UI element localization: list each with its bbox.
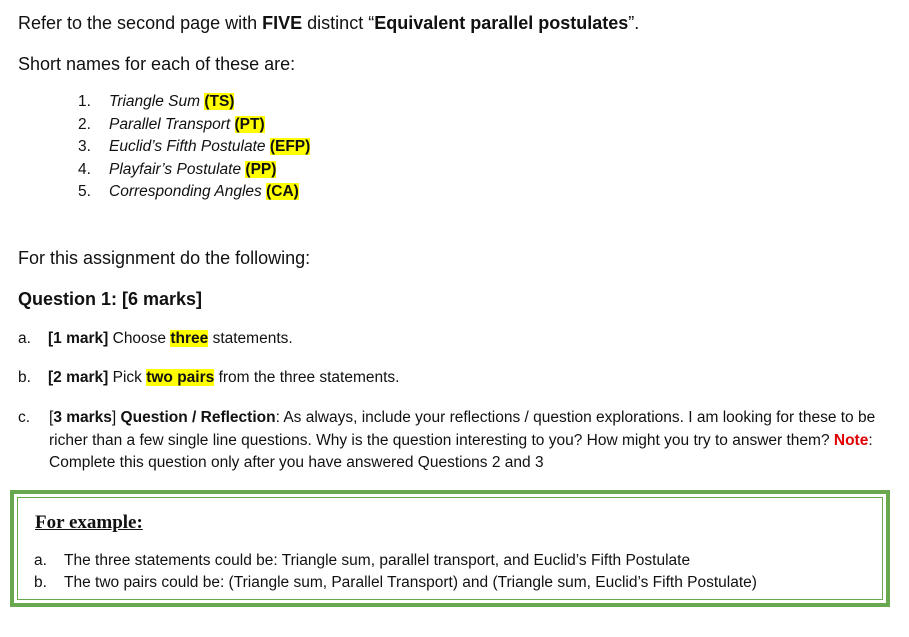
item-text: : As always, include your reflections / question explorations. I am looking for these to be richer than a few single line questions. Why is the question interesting to you? How might you try to answer them? [49, 409, 876, 449]
question-item-a [18, 330, 293, 348]
item-marks: [2 mark] [48, 369, 109, 386]
intro-line [18, 13, 639, 34]
item-label: a. [34, 552, 47, 569]
item-text: Pick [108, 369, 147, 386]
question-item-c [18, 407, 888, 471]
example-box [10, 490, 890, 607]
item-label: c. [18, 409, 31, 426]
item-text: The three statements could be: Triangle sum, parallel transport, and Euclid’s Fifth Postulate [64, 552, 691, 569]
list-item [78, 161, 310, 184]
item-text: ] [111, 409, 121, 426]
item-label: a. [18, 330, 31, 347]
question-item-b [18, 369, 400, 387]
item-highlight: three [170, 330, 209, 347]
postulate-abbr: (PP) [245, 160, 277, 178]
item-text: from the three statements. [214, 369, 400, 386]
item-label: b. [34, 574, 47, 591]
item-text: [ [49, 409, 54, 426]
list-item [78, 116, 310, 139]
list-item [34, 574, 757, 592]
item-text: Choose [108, 330, 171, 347]
postulate-abbr: (PT) [234, 115, 265, 133]
question-title: Question 1: [6 marks] [18, 289, 203, 309]
postulate-name: Playfair’s Postulate [109, 160, 242, 178]
reflection-title: Question / Reflection [120, 409, 276, 426]
item-label: b. [18, 369, 31, 386]
list-number: 5. [78, 183, 91, 201]
postulate-abbr: (CA) [266, 183, 299, 201]
list-item [78, 183, 310, 206]
item-marks: 3 marks [53, 409, 112, 426]
list-number: 3. [78, 138, 91, 156]
list-item [34, 552, 690, 570]
postulate-name: Parallel Transport [109, 115, 231, 133]
postulate-name: Euclid’s Fifth Postulate [109, 138, 266, 156]
postulate-name: Corresponding Angles [109, 183, 262, 201]
example-box-inner [17, 497, 883, 600]
intro-suffix: ”. [628, 13, 640, 33]
assignment-heading: For this assignment do the following: [18, 248, 311, 268]
item-text: statements. [208, 330, 293, 347]
intro-middle: distinct “ [302, 13, 375, 33]
postulate-name: Triangle Sum [109, 93, 201, 110]
item-marks: [1 mark] [48, 330, 109, 347]
list-item [78, 93, 310, 116]
list-item [78, 138, 310, 161]
note-label: Note [833, 431, 869, 449]
item-body [49, 407, 889, 475]
list-number: 2. [78, 115, 91, 133]
intro-five: FIVE [262, 13, 303, 33]
list-number: 4. [78, 160, 91, 178]
intro-prefix: Refer to the second page with [18, 13, 263, 33]
example-title: For example: [35, 512, 143, 533]
short-names-heading: Short names for each of these are: [18, 54, 296, 74]
item-text: The two pairs could be: (Triangle sum, Parallel Transport) and (Triangle sum, Euclid’s Fifth Postulate) [64, 574, 757, 591]
intro-title: Equivalent parallel postulates [374, 13, 629, 33]
postulate-list [78, 93, 310, 206]
list-number: 1. [78, 93, 91, 110]
item-highlight: two pairs [146, 369, 215, 386]
postulate-abbr: (TS) [204, 93, 235, 110]
postulate-abbr: (EFP) [269, 138, 311, 156]
item-text: : Complete this question only after you have answered Questions 2 and 3 [49, 431, 873, 471]
